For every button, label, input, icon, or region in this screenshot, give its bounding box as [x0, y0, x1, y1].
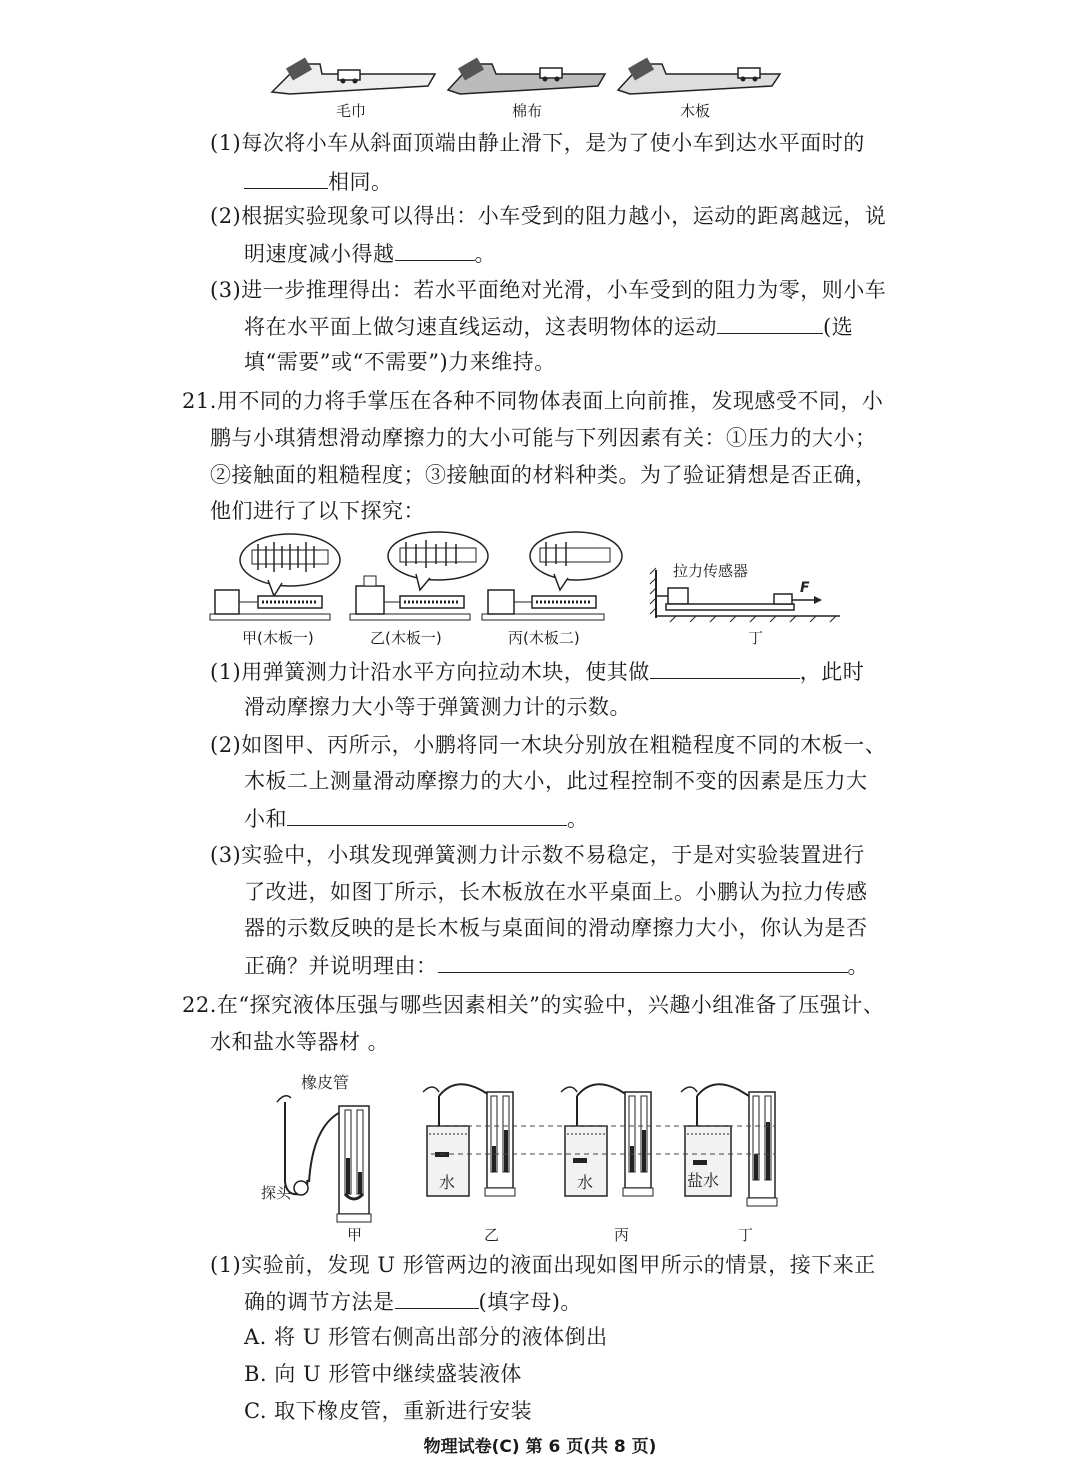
manometer-jia: [261, 1073, 371, 1222]
q20-p3-line2: [244, 311, 853, 342]
q20-p1-end: 相同。: [328, 170, 393, 194]
q20-blank-3[interactable]: [717, 311, 823, 334]
q20-blank-1[interactable]: [244, 166, 328, 189]
q22-stem-line1: 22.在“探究液体压强与哪些因素相关”的实验中，兴趣小组准备了压强计、: [182, 993, 885, 1017]
friction-figure: [200, 530, 850, 625]
setup-yi: [350, 532, 488, 620]
tube-label: 橡皮管: [301, 1073, 350, 1092]
caption-p-jia: 甲: [347, 1226, 363, 1244]
q21-p3-line4: [244, 950, 869, 981]
q21-stem-line3: ②接触面的粗糙程度；③接触面的材料种类。为了验证猜想是否正确，: [210, 463, 877, 487]
q20-p3-hint: (选: [823, 315, 854, 339]
q22-p1-line1: (1)实验前，发现 U 形管两边的液面出现如图甲所示的情景，接下来正: [210, 1253, 876, 1277]
q21-blank-1[interactable]: [650, 656, 800, 679]
q21-blank-3[interactable]: [438, 950, 848, 973]
q22-option-c[interactable]: C. 取下橡皮管，重新进行安装: [244, 1399, 533, 1423]
ramp-wood: [618, 57, 780, 94]
q20-p3-line3: 填“需要”或“不需要”)力来维持。: [244, 350, 556, 374]
q20-p2-text: 明速度减小得越: [244, 242, 395, 266]
force-label: F: [800, 580, 810, 596]
q21-p2-line1: (2)如图甲、丙所示，小鹏将同一木块分别放在粗糙程度不同的木板一、: [210, 733, 887, 757]
caption-cotton: 棉布: [512, 102, 543, 120]
q21-p3-line1: (3)实验中，小琪发现弹簧测力计示数不易稳定，于是对实验装置进行: [210, 843, 865, 867]
q20-p3-line1: (3)进一步推理得出：若水平面绝对光滑，小车受到的阻力为零，则小车: [210, 278, 887, 302]
caption-wood: 木板: [680, 102, 711, 120]
q22-p1-text: 确的调节方法是: [244, 1290, 395, 1314]
q21-p2-end: 。: [567, 807, 589, 831]
q22-p1-line2: [244, 1286, 582, 1317]
caption-p-ding: 丁: [738, 1226, 754, 1244]
q21-p2-text: 小和: [244, 807, 287, 831]
setup-ding: [650, 562, 840, 622]
q21-p1-line2: 滑动摩擦力大小等于弹簧测力计的示数。: [244, 695, 631, 719]
caption-jia: 甲(木板一): [242, 629, 314, 647]
q22-stem-line2: 水和盐水等器材 。: [210, 1030, 390, 1054]
q22-option-a[interactable]: A. 将 U 形管右侧高出部分的液体倒出: [244, 1325, 608, 1349]
q21-p3-line3: 器的示数反映的是长木板与桌面间的滑动摩擦力大小，你认为是否: [244, 916, 868, 940]
q21-p1-tail: ，此时: [799, 660, 865, 684]
manometer-bing: [561, 1084, 653, 1196]
caption-bing: 丙(木板二): [508, 629, 580, 647]
q22-p1-hint: (填字母)。: [478, 1290, 582, 1314]
q20-p2-line2: [244, 238, 496, 269]
q21-stem-line2: 鹏与小琪猜想滑动摩擦力的大小可能与下列因素有关：①压力的大小；: [210, 426, 877, 450]
q20-p1-line1: (1)每次将小车从斜面顶端由静止滑下，是为了使小车到达水平面时的: [210, 131, 865, 155]
q21-p3-end: 。: [847, 954, 869, 978]
manometer-yi: [423, 1084, 515, 1196]
ramp-cotton: [448, 57, 605, 94]
caption-yi: 乙(木板一): [370, 629, 442, 647]
q21-p1-line1: [210, 656, 864, 687]
q21-p3-text: 正确？并说明理由：: [244, 954, 438, 978]
q21-p3-line2: 了改进，如图丁所示，长木板放在水平桌面上。小鹏认为拉力传感: [244, 880, 868, 904]
q21-blank-2[interactable]: [287, 803, 567, 826]
caption-p-bing: 丙: [614, 1226, 630, 1244]
q20-p3-text: 将在水平面上做匀速直线运动，这表明物体的运动: [244, 315, 717, 339]
q22-option-b[interactable]: B. 向 U 形管中继续盛装液体: [244, 1362, 522, 1386]
q22-blank-1[interactable]: [395, 1286, 479, 1309]
q21-stem-line4: 他们进行了以下探究：: [210, 499, 425, 523]
setup-bing: [482, 532, 622, 620]
q20-p2-end: 。: [474, 242, 496, 266]
page-footer: 物理试卷(C) 第 6 页(共 8 页): [423, 1437, 657, 1457]
setup-jia: [210, 534, 340, 620]
ramp-towel: [272, 57, 435, 94]
pressure-figure: [255, 1062, 795, 1227]
q21-p2-line2: 木板二上测量滑动摩擦力的大小，此过程控制不变的因素是压力大: [244, 769, 868, 793]
q20-p2-line1: (2)根据实验现象可以得出：小车受到的阻力越小，运动的距离越远，说: [210, 204, 887, 228]
water-label-yi: 水: [439, 1173, 456, 1192]
q21-p2-line3: [244, 803, 589, 834]
manometer-ding: [681, 1084, 777, 1206]
q21-p1-text: (1)用弹簧测力计沿水平方向拉动木块，使其做: [210, 660, 650, 684]
q20-p1-line2: [244, 166, 393, 197]
water-label-bing: 水: [577, 1173, 594, 1192]
caption-ding: 丁: [748, 629, 764, 647]
saltwater-label: 盐水: [687, 1171, 720, 1190]
probe-label: 探头: [261, 1184, 292, 1202]
q21-stem-line1: 21.用不同的力将手掌压在各种不同物体表面上向前推，发现感受不同，小: [182, 389, 884, 413]
caption-towel: 毛巾: [336, 102, 367, 120]
sensor-label: 拉力传感器: [673, 562, 749, 580]
q20-blank-2[interactable]: [395, 238, 475, 261]
caption-p-yi: 乙: [484, 1226, 500, 1244]
